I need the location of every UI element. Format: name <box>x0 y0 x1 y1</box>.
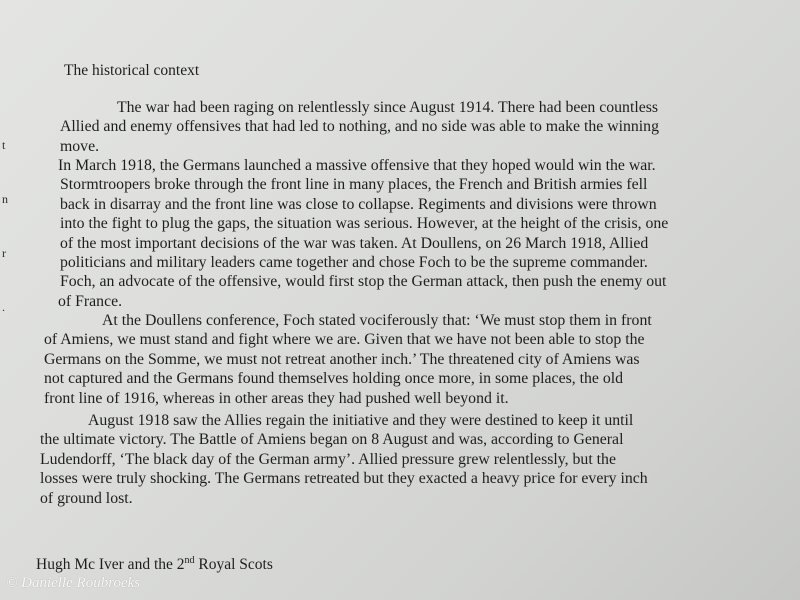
text-line: of the most important decisions of the war was taken. At Doullens, on 26 March 1918, Allied <box>60 234 649 252</box>
text-line: At the Doullens conference, Foch stated vociferously that: ‘We must stop them in front <box>102 312 652 329</box>
text-line: of ground lost. <box>40 489 133 507</box>
paragraph-1 <box>60 98 659 156</box>
text-line: of Amiens, we must stand and fight where we are. Given that we have not been able to stop the <box>44 331 645 349</box>
text-line: Stormtroopers broke through the front line in many places, the French and British armies fell <box>60 176 648 194</box>
signature-text: Hugh Mc Iver and the 2 <box>36 556 185 573</box>
text-line: front line of 1916, whereas in other areas they had pushed well beyond it. <box>44 389 509 407</box>
edge-mark: . <box>2 300 5 314</box>
signature-text-end: Royal Scots <box>194 556 273 573</box>
text-line: In March 1918, the Germans launched a massive offensive that they hoped would win the war. <box>58 157 656 174</box>
signature-ordinal: nd <box>184 554 195 566</box>
text-line: move. <box>60 137 100 155</box>
copyright-watermark: © Danielle Roubroeks <box>6 575 141 591</box>
text-line: August 1918 saw the Allies regain the initiative and they were destined to keep it until <box>88 412 634 429</box>
text-line: not captured and the Germans found themselves holding once more, in some places, the old <box>44 370 624 388</box>
text-line: Germans on the Somme, we must not retreat another inch.’ The threatened city of Amiens was <box>44 350 640 368</box>
text-line: politicians and military leaders came together and chose Foch to be the supreme commander. <box>60 254 648 272</box>
text-line: The war had been raging on relentlessly since August 1914. There had been countless <box>117 99 659 116</box>
text-line: Ludendorff, ‘The black day of the German army’. Allied pressure grew relentlessly, but the <box>40 450 616 468</box>
cut-off-edge-text <box>2 100 14 352</box>
text-line: into the fight to plug the gaps, the situation was serious. However, at the height of the crisis, one <box>60 215 669 233</box>
text-line: back in disarray and the front line was close to collapse. Regiments and divisions were thrown <box>60 195 657 213</box>
text-line: Allied and enemy offensives that had led to nothing, and no side was able to make the winning <box>60 118 659 136</box>
edge-mark: r <box>2 246 6 260</box>
edge-mark: n <box>2 192 8 206</box>
text-line: the ultimate victory. The Battle of Amiens began on 8 August and was, according to General <box>40 431 624 449</box>
edge-mark: t <box>2 138 6 152</box>
signature-line <box>36 556 273 574</box>
paragraph-4 <box>40 411 648 508</box>
text-line: of France. <box>58 292 123 310</box>
paragraph-2 <box>58 156 668 311</box>
section-heading: The historical context <box>64 62 200 79</box>
paragraph-3 <box>44 311 652 408</box>
text-line: losses were truly shocking. The Germans retreated but they exacted a heavy price for every inch <box>40 470 648 488</box>
text-line: Foch, an advocate of the offensive, would first stop the German attack, then push the enemy out <box>60 273 667 291</box>
